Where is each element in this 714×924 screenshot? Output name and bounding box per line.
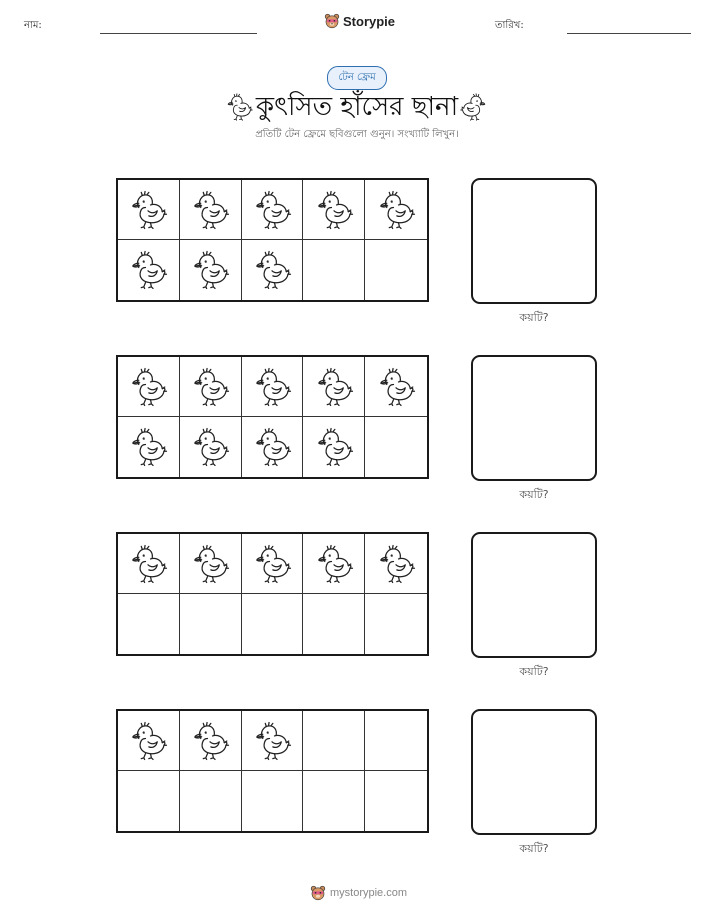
frame-cell <box>180 240 242 300</box>
ten-frame-2 <box>116 355 429 479</box>
frame-cell <box>242 771 304 831</box>
frame-cell <box>242 417 304 477</box>
duckling-icon <box>189 249 231 291</box>
duckling-icon <box>189 426 231 468</box>
duckling-icon <box>251 366 293 408</box>
frame-cell <box>118 180 180 240</box>
answer-box-1[interactable] <box>471 178 597 304</box>
duckling-icon <box>375 543 417 585</box>
frame-cell <box>365 594 427 654</box>
frame-cell <box>242 711 304 771</box>
footer-url: mystorypie.com <box>330 887 408 899</box>
frame-cell <box>118 534 180 594</box>
duckling-icon <box>313 189 355 231</box>
footer <box>310 885 407 901</box>
duckling-icon <box>251 720 293 762</box>
count-question-4: কয়টি? <box>519 842 549 855</box>
frame-cell <box>303 711 365 771</box>
frame-cell <box>242 594 304 654</box>
duckling-icon <box>189 543 231 585</box>
duckling-icon <box>127 543 169 585</box>
frame-cell <box>365 417 427 477</box>
frame-cell <box>180 771 242 831</box>
frame-cell <box>180 711 242 771</box>
frame-cell <box>180 180 242 240</box>
bear-icon <box>324 13 340 29</box>
frame-cell <box>118 417 180 477</box>
duckling-icon <box>313 366 355 408</box>
storypie-logo <box>324 13 395 29</box>
frame-cell <box>118 711 180 771</box>
duckling-icon <box>251 249 293 291</box>
duckling-icon <box>224 92 254 122</box>
name-label: নাম: <box>24 20 42 31</box>
frame-cell <box>180 594 242 654</box>
frame-cell <box>242 180 304 240</box>
worksheet-title: কুৎসিত হাঁসের ছানা <box>255 92 459 122</box>
ten-frame-badge: টেন ফ্রেম <box>327 66 387 90</box>
frame-cell <box>242 534 304 594</box>
frame-cell <box>303 240 365 300</box>
frame-cell <box>303 771 365 831</box>
frame-cell <box>118 594 180 654</box>
frame-cell <box>303 180 365 240</box>
instruction-text: প্রতিটি টেন ফ্রেমে ছবিগুলো গুনুন। সংখ্যাটি লিখুন। <box>255 129 459 140</box>
duckling-icon <box>189 366 231 408</box>
duckling-icon <box>251 426 293 468</box>
frame-cell <box>365 240 427 300</box>
duckling-icon <box>127 249 169 291</box>
frame-cell <box>365 534 427 594</box>
answer-box-3[interactable] <box>471 532 597 658</box>
ten-frame-1 <box>116 178 429 302</box>
frame-cell <box>118 357 180 417</box>
logo-text: Storypie <box>343 13 396 29</box>
frame-cell <box>365 180 427 240</box>
frame-cell <box>180 417 242 477</box>
frame-cell <box>303 417 365 477</box>
worksheet-header <box>0 0 714 50</box>
count-question-3: কয়টি? <box>519 665 549 678</box>
frame-cell <box>118 240 180 300</box>
answer-box-4[interactable] <box>471 709 597 835</box>
ten-frame-3 <box>116 532 429 656</box>
duckling-icon <box>189 189 231 231</box>
frame-cell <box>365 357 427 417</box>
date-line <box>567 33 691 34</box>
date-label: তারিখ: <box>495 20 524 31</box>
duckling-icon <box>459 92 489 122</box>
ten-frame-4 <box>116 709 429 833</box>
duckling-icon <box>313 426 355 468</box>
count-question-2: কয়টি? <box>519 488 549 501</box>
duckling-icon <box>127 366 169 408</box>
frame-cell <box>365 711 427 771</box>
duckling-icon <box>313 543 355 585</box>
frame-cell <box>180 357 242 417</box>
answer-box-2[interactable] <box>471 355 597 481</box>
bear-icon <box>310 885 326 901</box>
duckling-icon <box>127 426 169 468</box>
duckling-icon <box>127 720 169 762</box>
duckling-icon <box>251 543 293 585</box>
frame-cell <box>180 534 242 594</box>
duckling-icon <box>189 720 231 762</box>
frame-cell <box>303 357 365 417</box>
duckling-icon <box>127 189 169 231</box>
frame-cell <box>303 534 365 594</box>
duckling-icon <box>375 366 417 408</box>
frame-cell <box>118 771 180 831</box>
duckling-icon <box>375 189 417 231</box>
duckling-icon <box>251 189 293 231</box>
frame-cell <box>365 771 427 831</box>
frame-cell <box>242 357 304 417</box>
count-question-1: কয়টি? <box>519 311 549 324</box>
frame-cell <box>242 240 304 300</box>
frame-cell <box>303 594 365 654</box>
name-line <box>100 33 257 34</box>
